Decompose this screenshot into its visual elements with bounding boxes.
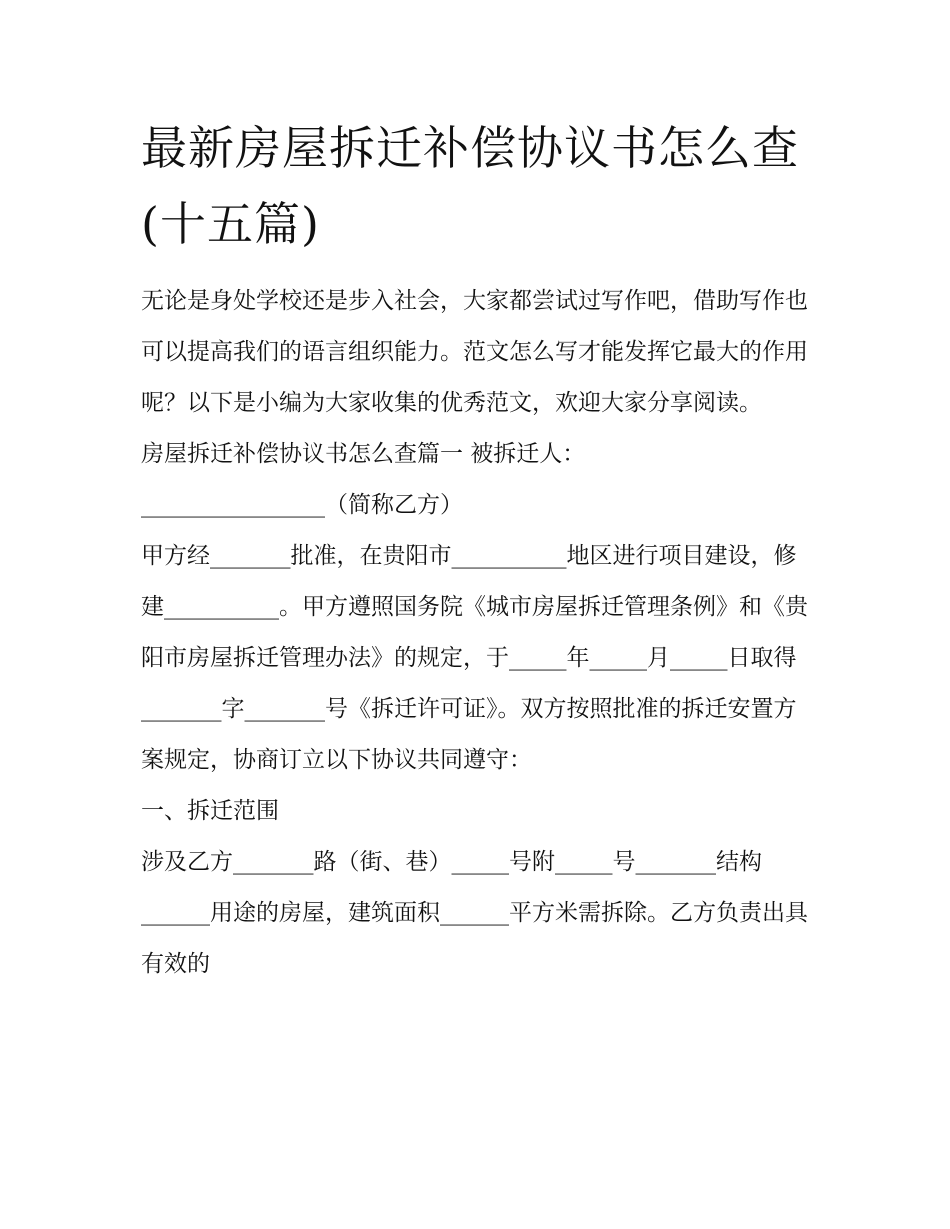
section-heading-scope: 一、拆迁范围: [141, 798, 279, 824]
section-heading-part-one: 房屋拆迁补偿协议书怎么查篇一 被拆迁人：: [141, 441, 586, 467]
document-title: 最新房屋拆迁补偿协议书怎么查(十五篇): [141, 121, 799, 251]
document-body: [141, 110, 813, 990]
intro-paragraph: 无论是身处学校还是步入社会，大家都尝试过写作吧，借助写作也可以提高我们的语言组织能力。范文怎么写才能发挥它最大的作用呢？以下是小编为大家收集的优秀范文，欢迎大家分享阅读。: [141, 288, 808, 416]
scope-paragraph: 涉及乙方_______路（街、巷）_____号附_____号_______结构______用途的房屋，建筑面积______平方米需拆除。乙方负责出具有效的: [141, 849, 808, 977]
agreement-preamble: 甲方经_______批准，在贵阳市__________地区进行项目建设，修建__________。甲方遵照国务院《城市房屋拆迁管理条例》和《贵阳市房屋拆迁管理办法》的规定，于_____年_____月_____日取得_______字_______号《拆迁许可证》。双方按照批准的拆迁安置方案规定，协商订立以下协议共同遵守：: [141, 543, 808, 773]
party-b-line: ________________（简称乙方）: [141, 492, 463, 518]
